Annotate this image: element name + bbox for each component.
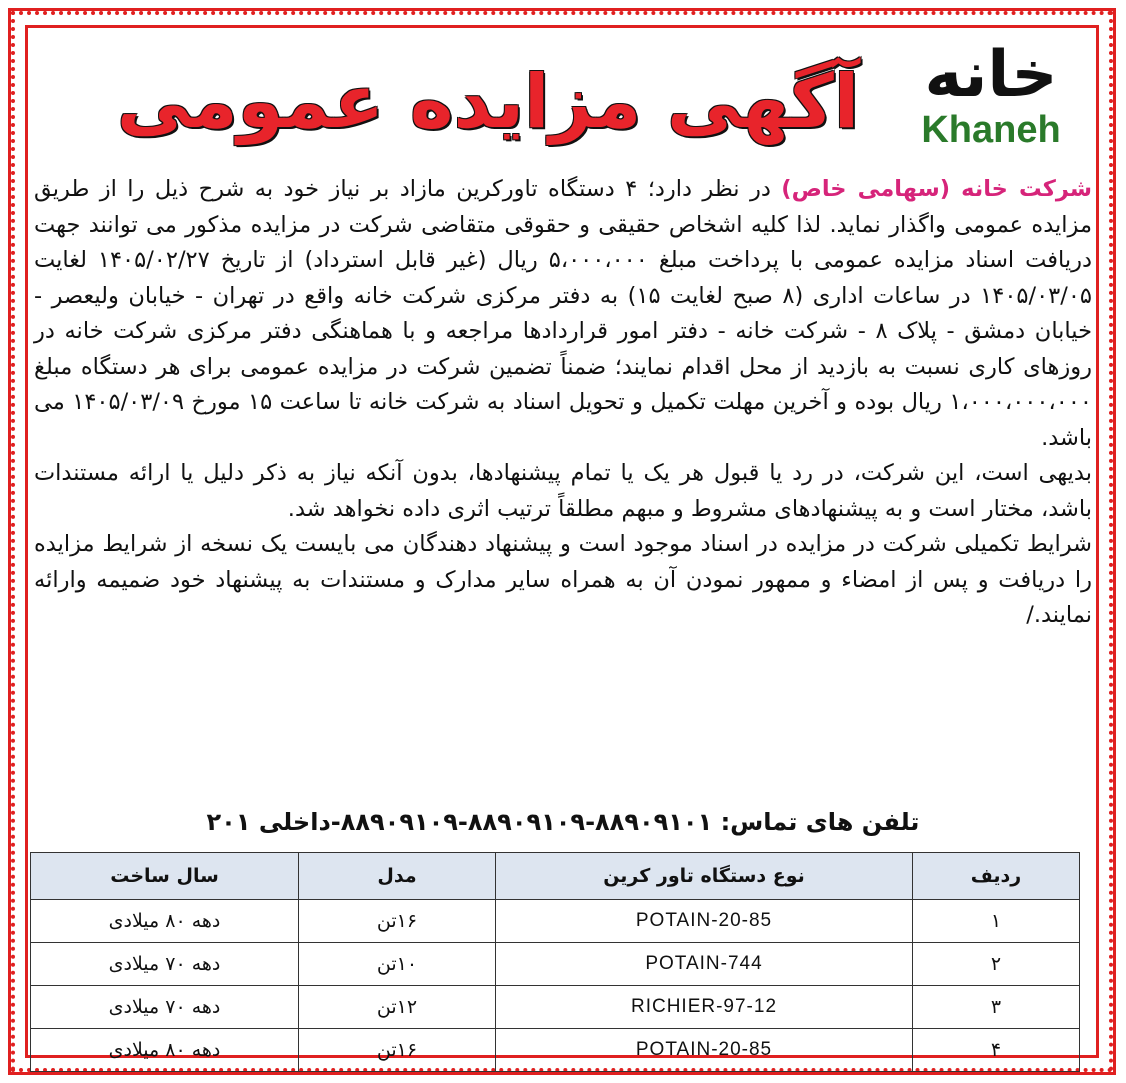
- cell-row: ۱: [913, 900, 1080, 943]
- table-row: [31, 900, 1080, 943]
- cell-type: POTAIN-20-85: [496, 1029, 913, 1072]
- col-type: نوع دستگاه تاور کرین: [496, 853, 913, 900]
- paragraph-main: [34, 172, 1092, 456]
- company-logo: [896, 40, 1086, 150]
- paragraph-conditions: شرایط تکمیلی شرکت در مزایده در اسناد موجود است و پیشنهاد دهندگان می بایست یک نسخه از شرایط مزایده را دریافت و پس از امضاء و ممهور نمودن آن به همراه سایر مدارک و مستندات به پیشنهاد خود ضمیمه وارائه نمایند./: [34, 531, 1092, 628]
- paragraph-main-text: در نظر دارد؛ ۴ دستگاه تاورکرین مازاد بر نیاز خود به شرح ذیل را از طریق مزایده عمومی واگذار نماید. لذا کلیه اشخاص حقیقی و حقوقی متقاضی شرکت در مزایده مذکور می توانند جهت دریافت اسناد مزایده عمومی با پرداخت مبلغ ۵،۰۰۰،۰۰۰ ریال (غیر قابل استرداد) از تاریخ ۱۴۰۵/۰۲/۲۷ لغایت ۱۴۰۵/۰۳/۰۵ در ساعات اداری (۸ صبح لغایت ۱۵) به دفتر مرکزی شرکت خانه واقع در تهران - خیابان ولیعصر - خیابان دمشق - پلاک ۸ - شرکت خانه - دفتر امور قراردادها مراجعه و با هماهنگی دفتر مرکزی شرکت خانه در روزهای کاری نسبت به بازدید از محل اقدام نمایند؛ ضمناً تضمین شرکت در مزایده عمومی برای هر دستگاه مبلغ ۱،۰۰۰،۰۰۰،۰۰۰ ریال بوده و آخرین مهلت تکمیل و تحویل اسناد به شرکت خانه تا ساعت ۱۵ مورخ ۱۴۰۵/۰۳/۰۹ می باشد.: [34, 176, 1093, 451]
- cell-model: ۱۶تن: [299, 900, 496, 943]
- table-row: [31, 1029, 1080, 1072]
- contact-phones: تلفن های تماس: ۸۸۹۰۹۱۰۱-۸۸۹۰۹۱۰۹-۸۸۹۰۹۱۰۹-داخلی ۲۰۱: [206, 808, 920, 836]
- ad-headline: آگهی مزایده عمومی: [116, 59, 860, 145]
- paragraph-reservation: بدیهی است، این شرکت، در رد یا قبول هر یک یا تمام پیشنهادها، بدون آنکه نیاز به ذکر دلیل یا ارائه مستندات باشد، مختار است و به پیشنهادهای مشروط و مبهم مطلقاً ترتیب اثری داده نخواهد شد.: [34, 460, 1092, 522]
- cell-type: RICHIER-97-12: [496, 986, 913, 1029]
- cell-model: ۱۶تن: [299, 1029, 496, 1072]
- crane-table: [30, 852, 1080, 1072]
- table-row: [31, 943, 1080, 986]
- cell-model: ۱۰تن: [299, 943, 496, 986]
- cell-model: ۱۲تن: [299, 986, 496, 1029]
- company-name: شرکت خانه (سهامی خاص): [781, 176, 1093, 202]
- cell-year: دهه ۷۰ میلادی: [31, 986, 299, 1029]
- cell-year: دهه ۷۰ میلادی: [31, 943, 299, 986]
- cell-type: POTAIN-20-85: [496, 900, 913, 943]
- col-year: سال ساخت: [31, 853, 299, 900]
- col-model: مدل: [299, 853, 496, 900]
- cell-type: POTAIN-744: [496, 943, 913, 986]
- cell-row: ۳: [913, 986, 1080, 1029]
- cell-year: دهه ۸۰ میلادی: [31, 1029, 299, 1072]
- table-row: [31, 986, 1080, 1029]
- cell-row: ۲: [913, 943, 1080, 986]
- cell-year: دهه ۸۰ میلادی: [31, 900, 299, 943]
- table-header-row: [31, 853, 1080, 900]
- col-row: ردیف: [913, 853, 1080, 900]
- ad-content: [28, 22, 1098, 1062]
- ad-body: [34, 172, 1092, 634]
- logo-latin: Khaneh: [921, 109, 1061, 151]
- cell-row: ۴: [913, 1029, 1080, 1072]
- logo-persian: خانه: [924, 38, 1058, 112]
